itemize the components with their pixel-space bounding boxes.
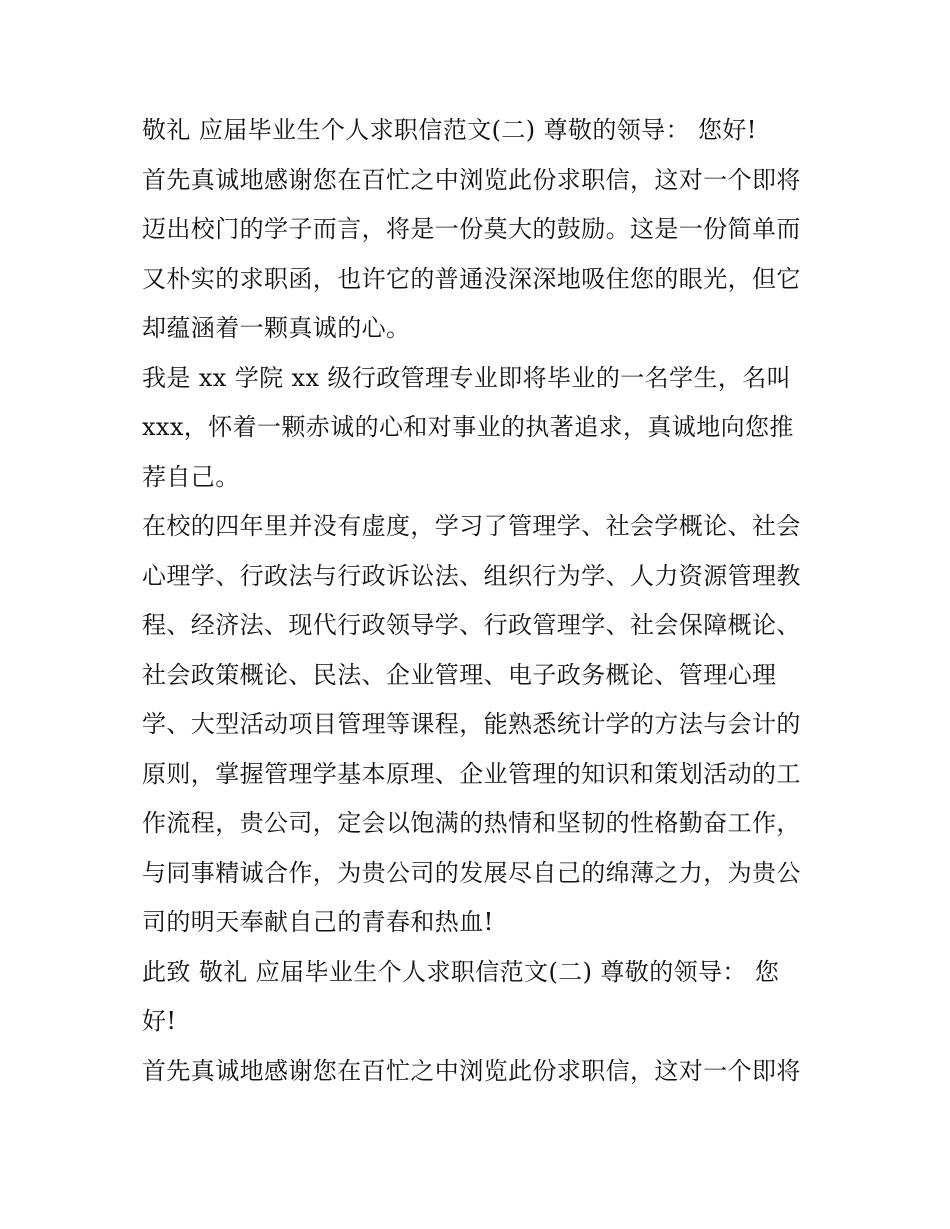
text-line: 此致 敬礼 应届毕业生个人求职信范文(二) 尊敬的领导： 您 [142,957,780,986]
text-line: 程、经济法、现代行政领导学、行政管理学、社会保障概论、 [142,611,801,639]
text-line: 又朴实的求职函，也许它的普通没深深地吸住您的眼光，但它 [142,264,801,293]
text-line: 社会政策概论、民法、企业管理、电子政务概论、管理心理 [142,660,777,689]
text-line: 首先真诚地感谢您在百忙之中浏览此份求职信，这对一个即将 [142,165,801,194]
text-line: 作流程，贵公司，定会以饱满的热情和坚韧的性格勤奋工作， [142,809,801,837]
text-line: 好! [142,1007,177,1035]
text-line: 与同事精诚合作，为贵公司的发展尽自己的绵薄之力，为贵公 [142,858,801,887]
text-line: 首先真诚地感谢您在百忙之中浏览此份求职信，这对一个即将 [142,1056,801,1085]
text-line: 原则，掌握管理学基本原理、企业管理的知识和策划活动的工 [142,759,801,788]
text-line: 司的明天奉献自己的青春和热血! [142,908,494,936]
text-line: 在校的四年里并没有虚度，学习了管理学、社会学概论、社会 [142,512,801,540]
text-line: 荐自己。 [142,462,240,491]
text-line: 却蕴涵着一颗真诚的心。 [142,314,411,342]
text-line: 学、大型活动项目管理等课程，能熟悉统计学的方法与会计的 [142,710,801,738]
text-line: 敬礼 应届毕业生个人求职信范文(二) 尊敬的领导： 您好! [142,116,757,144]
text-line: 我是 xx 学院 xx 级行政管理专业即将毕业的一名学生，名叫 [142,363,792,392]
text-line: 心理学、行政法与行政诉讼法、组织行为学、人力资源管理教 [142,561,801,590]
text-line: 迈出校门的学子而言，将是一份莫大的鼓励。这是一份简单而 [142,215,801,243]
text-line: xxx，怀着一颗赤诚的心和对事业的执著追求，真诚地向您推 [142,413,794,441]
letter-body [142,106,822,1096]
